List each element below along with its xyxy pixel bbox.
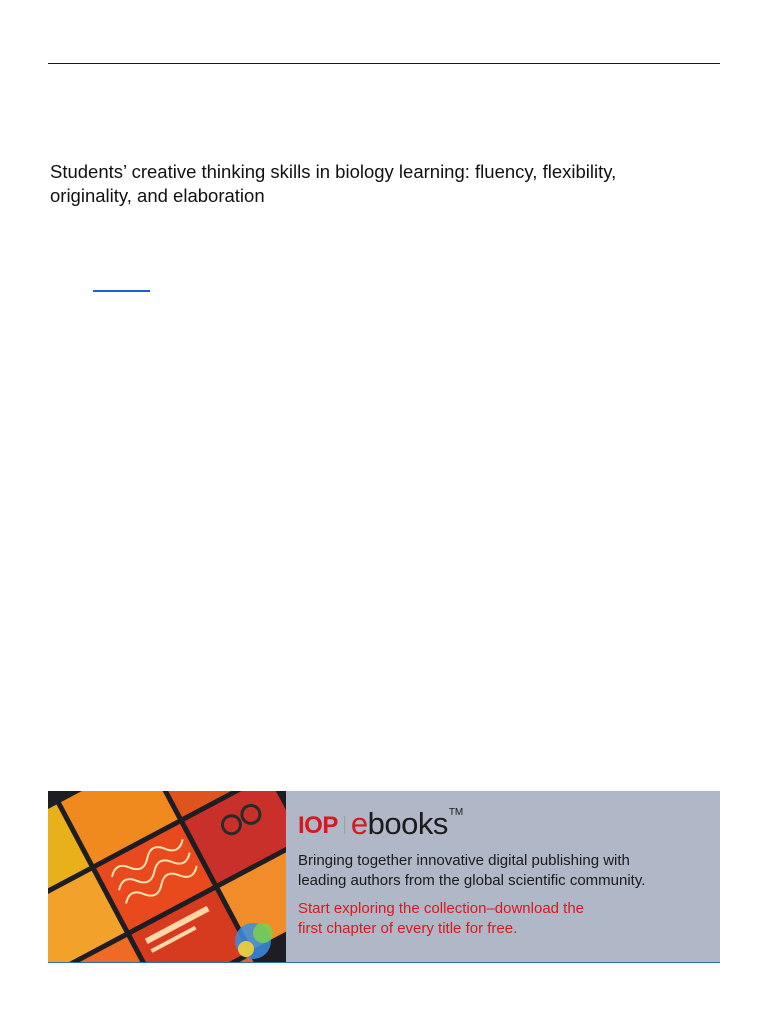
logo-divider: [344, 816, 345, 834]
logo-trademark: TM: [448, 807, 464, 818]
banner-tagline: [298, 851, 708, 891]
header-rule: [48, 63, 720, 64]
banner-tagline-line-2: leading authors from the global scientific community.: [298, 872, 646, 889]
banner-text-block: [298, 805, 708, 939]
iop-ebooks-banner[interactable]: [48, 791, 720, 963]
banner-cta[interactable]: [298, 899, 708, 939]
logo-iop-wordmark: IOP: [298, 812, 338, 839]
book-covers-illustration: [48, 791, 286, 962]
article-title-line-1: Students’ creative thinking skills in biology learning: fluency, flexibility,: [50, 161, 617, 182]
banner-tagline-line-1: Bringing together innovative digital publishing with: [298, 852, 630, 869]
logo-ebooks-wordmark: [350, 806, 448, 841]
banner-cta-line-1: Start exploring the collection–download the: [298, 900, 585, 917]
banner-cta-line-2: first chapter of every title for free.: [298, 920, 518, 937]
underlined-link[interactable]: [93, 290, 150, 292]
iop-ebooks-logo: [298, 805, 708, 839]
logo-books-text: books: [367, 806, 448, 841]
article-title-line-2: originality, and elaboration: [50, 185, 265, 206]
article-title: [50, 160, 720, 208]
logo-e-letter: e: [350, 806, 368, 841]
book-covers-image: [48, 791, 286, 962]
